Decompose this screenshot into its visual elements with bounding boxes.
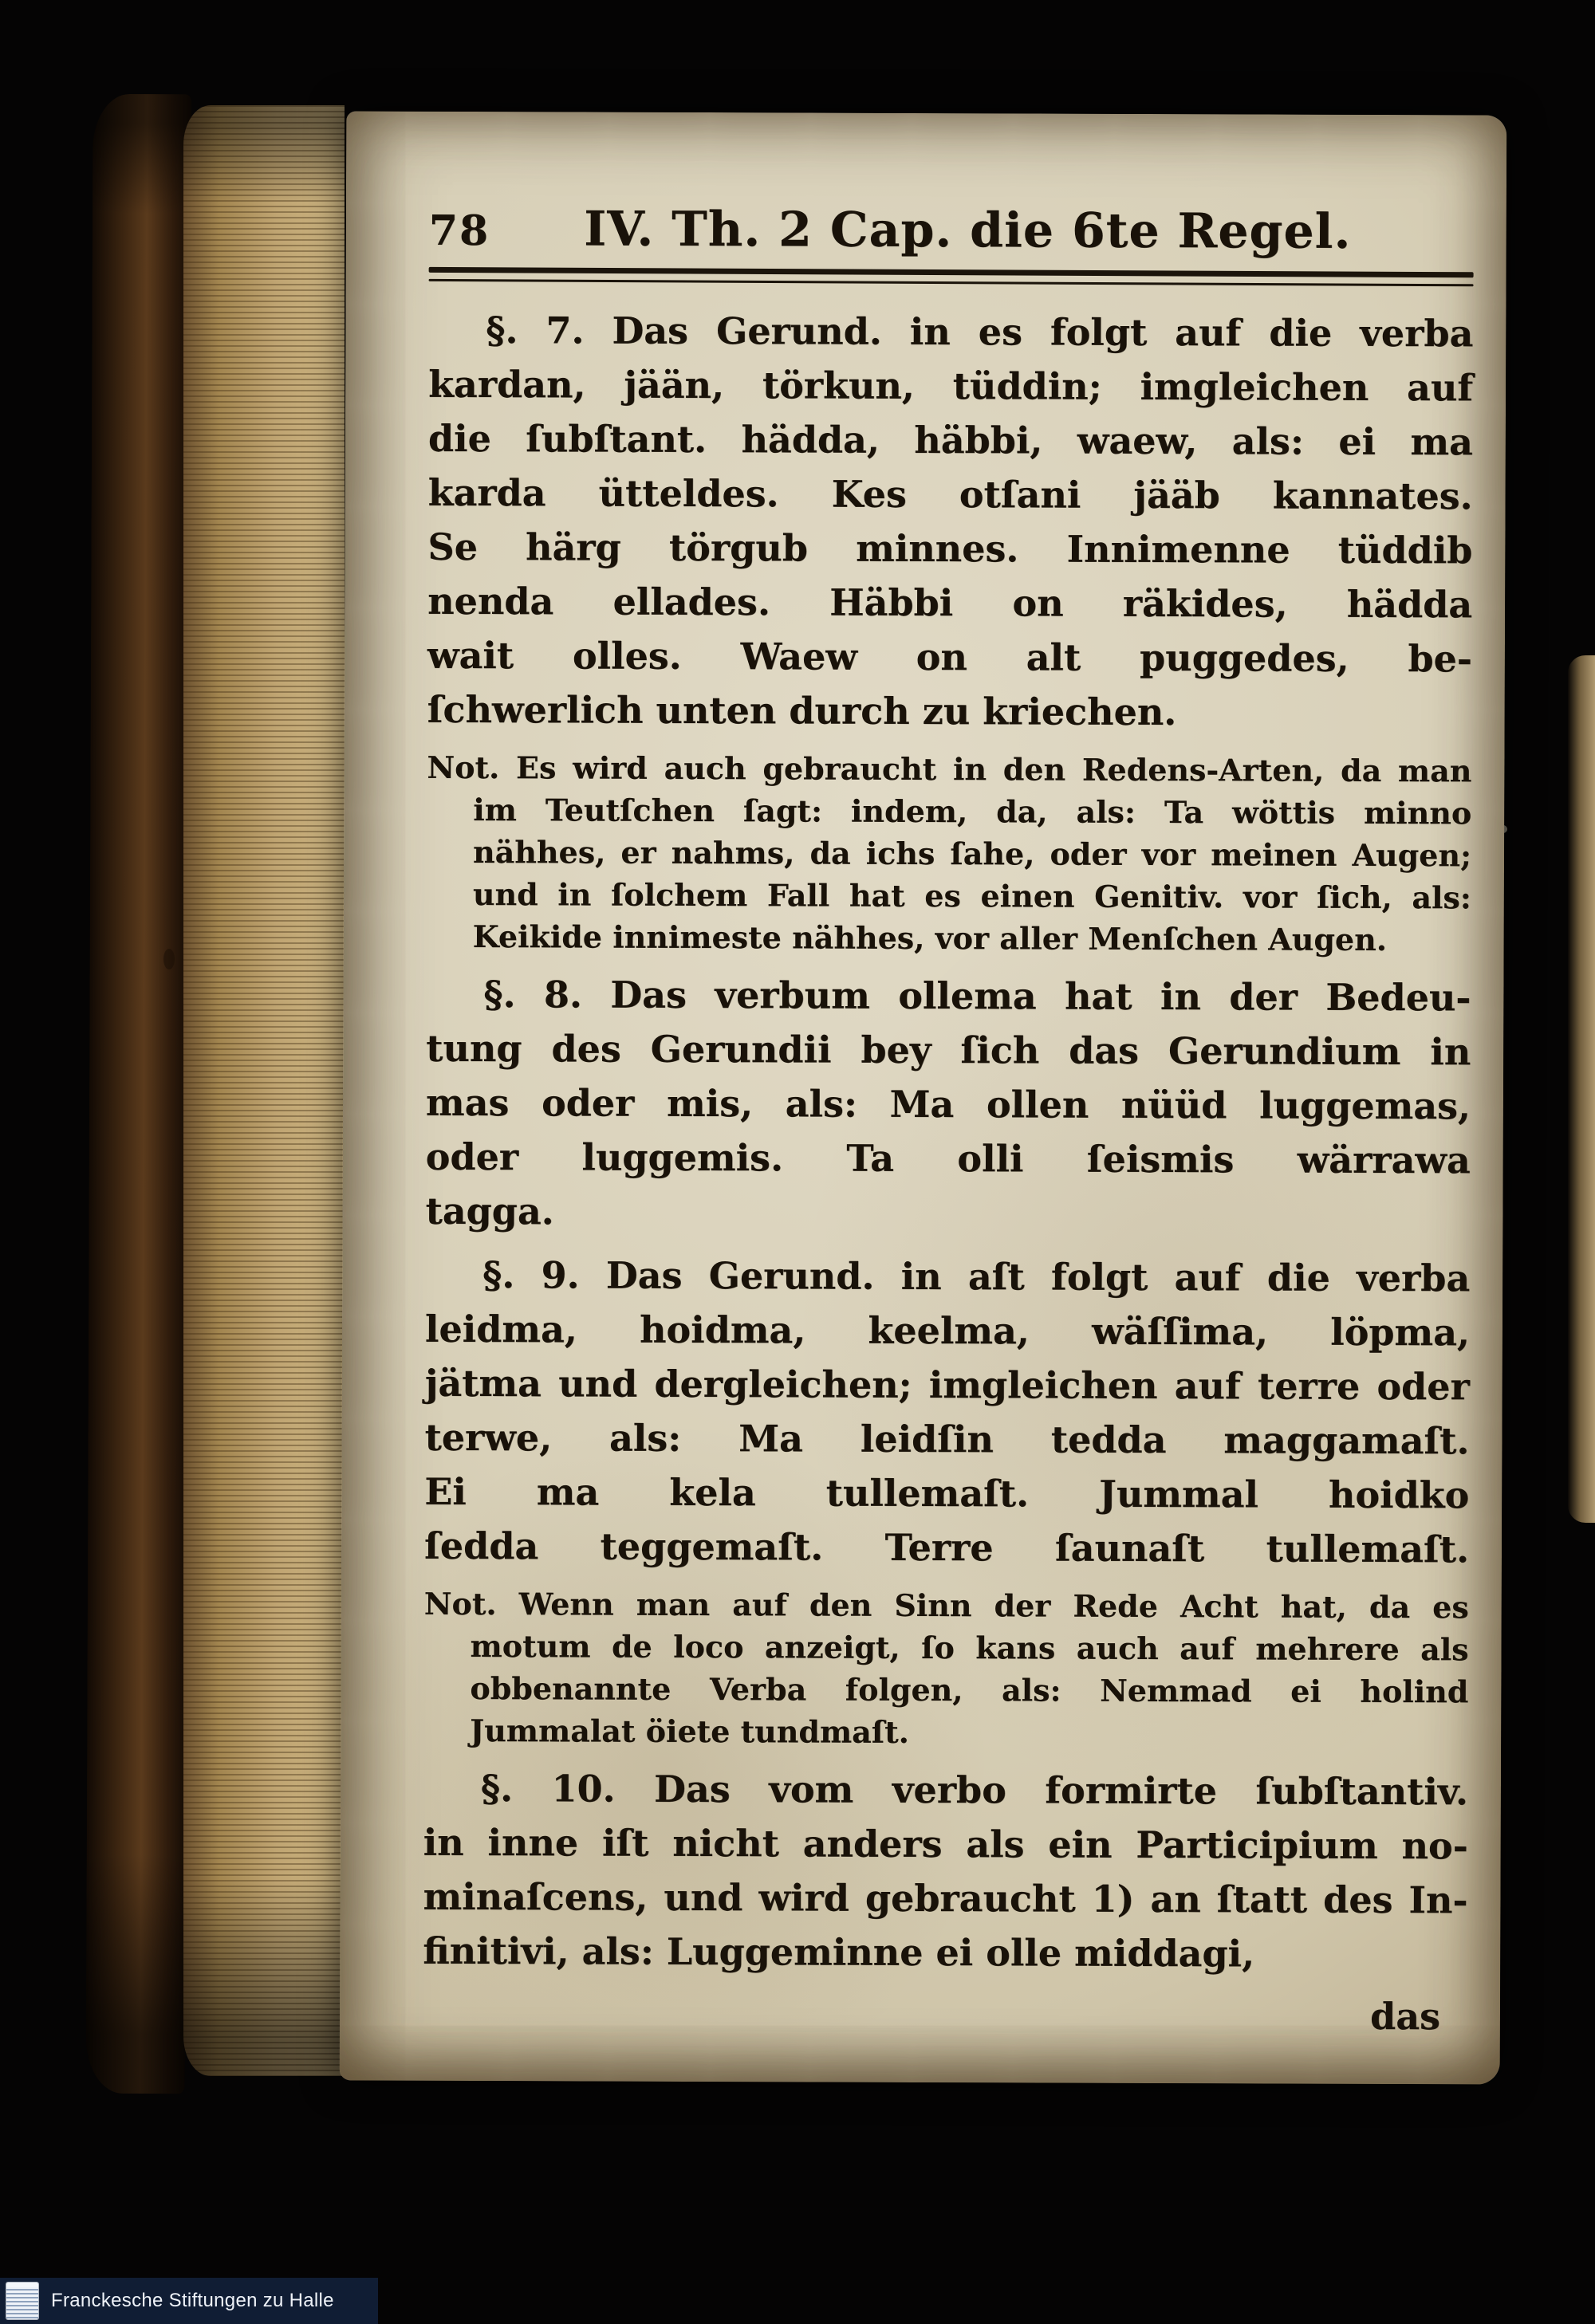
library-watermark: [0, 2278, 378, 2324]
body-paragraph: [427, 303, 1474, 741]
text-line: ſchwerlich unten durch zu kriechen.: [427, 687, 1177, 734]
header-rule-thick: [429, 267, 1474, 277]
catchword: das: [1370, 1994, 1441, 2039]
page-content: [423, 201, 1474, 2043]
facing-page-edge: [1568, 655, 1595, 1523]
text-line: §. 9. Das Gerund. in aſt folgt auf die verba: [482, 1253, 1471, 1300]
text-line: karda ütteldes. Kes otſani jääb kannates.: [427, 470, 1473, 518]
text-line: §. 7. Das Gerund. in es folgt auf die verba: [486, 309, 1474, 356]
text-line: Keikide innimeste nähhes, vor aller Menſchen Augen.: [472, 918, 1388, 958]
page-text: [423, 303, 1473, 1982]
text-line: obbenannte Verba folgen, als: Nemmad ei holind: [470, 1670, 1469, 1710]
text-line: Jummalat öiete tundmaſt.: [470, 1713, 910, 1750]
body-paragraph: [425, 967, 1471, 1242]
text-line: kardan, jään, törkun, tüddin; imgleichen auf: [428, 362, 1474, 410]
text-line: motum de loco anzeigt, ſo kans auch auf mehrere als: [470, 1628, 1469, 1668]
text-line: nähhes, er nahms, da ichs ſahe, oder vor meinen Augen;: [472, 834, 1472, 874]
text-line: minaſcens, und wird gebraucht 1) an ſtatt des In-: [423, 1874, 1468, 1922]
institution-name: Franckesche Stiftungen zu Halle: [51, 2290, 334, 2311]
page-edge-stack: [183, 105, 345, 2076]
book-spine: [86, 94, 192, 2094]
text-line: die ſubſtant. hädda, häbbi, waew, als: ei ma: [427, 416, 1473, 464]
note-block: [427, 746, 1472, 961]
text-line: Not. Wenn man auf den Sinn der Rede Acht hat, da es: [423, 1585, 1469, 1626]
text-line: und in ſolchem Fall hat es einen Genitiv. vor ſich, als:: [472, 876, 1471, 916]
text-line: nenda ellades. Häbbi on räkides, hädda: [427, 579, 1473, 627]
text-line: wait olles. Waew on alt puggedes, be-: [427, 633, 1473, 681]
text-line: §. 8. Das verbum ollema hat in der Bedeu-: [483, 973, 1471, 1020]
text-line: Not. Es wird auch gebraucht in den Redens-Arten, da man: [427, 749, 1472, 789]
text-line: finitivi, als: Luggeminne ei olle middagi,: [423, 1929, 1255, 1976]
text-line: §. 10. Das vom verbo formirte ſubſtantiv.: [480, 1767, 1469, 1814]
running-title: IV. Th. 2 Cap. die 6te Regel.: [584, 201, 1352, 260]
text-line: mas oder mis, als: Ma ollen nüüd luggemas,: [425, 1080, 1471, 1128]
text-line: in inne iſt nicht anders als ein Participium no-: [423, 1820, 1468, 1868]
note-block: [423, 1583, 1469, 1756]
text-line: Ei ma kela tullemaſt. Jummal hoidko: [424, 1469, 1470, 1517]
text-line: tung des Gerundii bey ſich das Gerundium in: [426, 1026, 1471, 1074]
text-line: tagga.: [425, 1189, 554, 1233]
header-rule-thin: [429, 279, 1474, 286]
body-paragraph: [424, 1248, 1470, 1577]
text-line: leidma, hoidma, keelma, wäſſima, löpma,: [424, 1307, 1471, 1355]
book-page: [340, 111, 1507, 2084]
text-line: oder luggemis. Ta olli ſeismis wärrawa: [425, 1134, 1471, 1182]
text-line: Se härg törgub minnes. Innimenne tüddib: [427, 525, 1473, 572]
institution-logo-icon: [6, 2283, 38, 2319]
body-paragraph: [423, 1761, 1468, 1982]
header-rule: [429, 267, 1474, 286]
page-header: [429, 201, 1474, 261]
page-number: 78: [428, 206, 490, 256]
text-line: jätma und dergleichen; imgleichen auf terre oder: [424, 1361, 1470, 1409]
text-line: terwe, als: Ma leidſin tedda maggamaſt.: [424, 1415, 1470, 1463]
text-line: im Teutſchen ſagt: indem, da, als: Ta wöttis minno: [473, 792, 1472, 832]
text-line: ſedda teggemaſt. Terre ſaunaſt tullemaſt.: [423, 1524, 1470, 1571]
